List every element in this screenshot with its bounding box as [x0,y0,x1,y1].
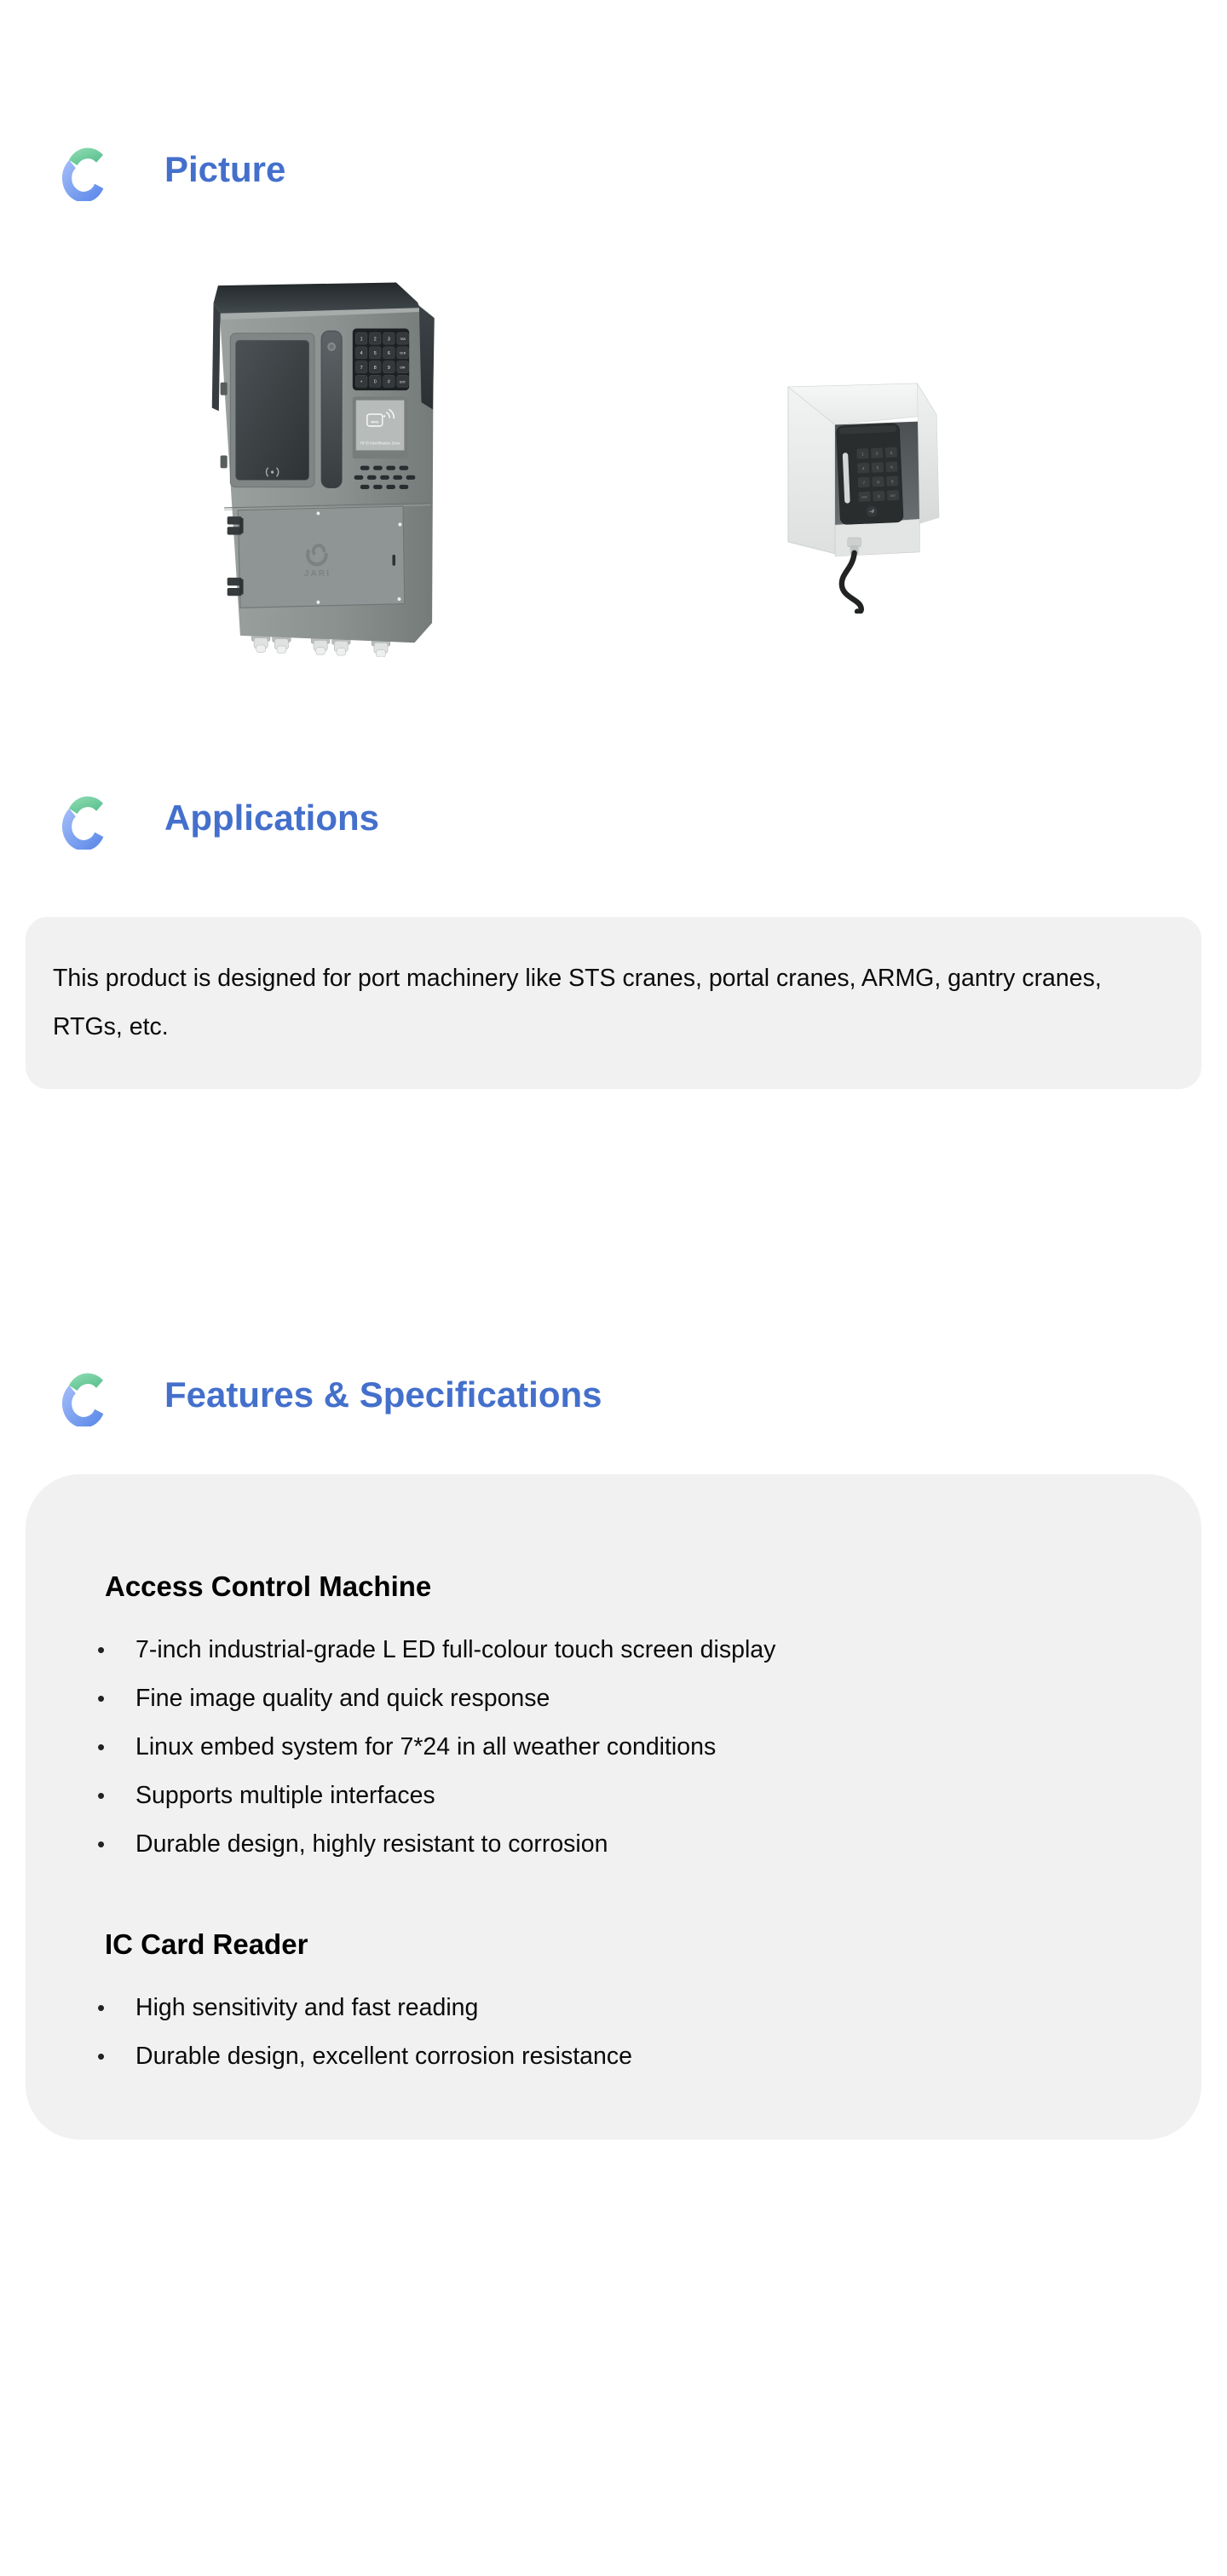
jari-logo-text: JARI [303,568,331,579]
section-applications [0,787,1227,1089]
svg-text:ENT: ENT [400,380,406,384]
power-cable [842,553,861,612]
reader-device [836,424,903,525]
svg-text:5: 5 [876,465,879,470]
feature-group-ic-card-reader [72,1928,1155,2081]
brand-c-icon [60,787,116,850]
svg-text:DIR: DIR [400,366,406,370]
feature-item: • High sensitivity and fast reading [72,1984,1155,2032]
svg-text:*: * [360,380,363,386]
features-header [60,1363,1227,1426]
svg-text:6: 6 [387,351,390,357]
sensor-lens-inner [329,344,333,349]
svg-text:4: 4 [861,466,865,471]
mount-tab [221,383,228,395]
applications-header [60,787,1227,850]
rfid-zone [353,397,408,459]
hood-right-face [917,383,939,523]
brand-c-icon [60,138,116,201]
applications-panel [26,917,1201,1089]
svg-text:1: 1 [861,452,864,457]
svg-text:2: 2 [875,451,878,456]
svg-text:4: 4 [360,351,363,357]
svg-text:#: # [387,379,390,385]
feature-group-heading: Access Control Machine [105,1570,432,1602]
picture-header [60,138,1227,201]
ic-card-reader-image [786,382,941,618]
ic-card-reader-drawing [786,382,941,614]
product-pictures-row [0,276,1227,657]
base-plate [835,519,919,556]
feature-item: • Fine image quality and quick response [72,1674,1155,1723]
section-title-applications: Applications [164,798,380,838]
svg-text:0: 0 [878,493,880,499]
keypad [353,328,409,390]
feature-group-heading: IC Card Reader [105,1928,308,1960]
access-control-machine-image [203,276,455,661]
svg-text:2: 2 [373,337,377,343]
features-panel [26,1474,1201,2140]
svg-text:CEN: CEN [399,351,406,355]
feature-group-access-control-machine [72,1570,1155,1869]
mount-tab [221,455,228,468]
feature-list [72,1626,1155,1869]
access-control-machine-drawing [203,276,455,657]
brand-c-icon [60,1363,116,1426]
svg-text:8: 8 [877,480,879,485]
feature-item: • Durable design, excellent corrosion resistance [72,2032,1155,2081]
svg-text:ENT: ENT [890,493,896,498]
card-slot-bar [321,331,342,487]
svg-text:6: 6 [890,464,893,470]
section-features [0,1363,1227,2140]
section-title-picture: Picture [164,149,286,189]
feature-item: • Durable design, highly resistant to corrosion [72,1820,1155,1869]
svg-text:ESC: ESC [861,495,867,499]
svg-text:8: 8 [373,365,377,371]
svg-text:7: 7 [862,480,866,486]
rain-hood-right-side [419,306,435,409]
rain-hood-left-side [212,303,221,412]
section-title-features: Features & Specifications [164,1374,602,1415]
svg-text:3: 3 [890,450,893,455]
svg-text:1: 1 [360,337,363,343]
svg-text:9: 9 [387,365,390,371]
svg-text:3: 3 [387,337,390,343]
rfid-zone-label: RFID Identification Zone [360,441,400,446]
svg-text:0: 0 [373,379,377,385]
svg-text:TAB: TAB [400,337,406,341]
feature-list [72,1984,1155,2081]
section-picture [0,0,1227,657]
svg-text:RFID: RFID [371,420,379,424]
feature-item: • 7-inch industrial-grade L ED full-colour touch screen display [72,1626,1155,1674]
svg-text:5: 5 [373,351,377,357]
svg-text:9: 9 [890,479,894,484]
feature-item: • Linux embed system for 7*24 in all weather conditions [72,1723,1155,1772]
svg-text:7: 7 [360,365,363,371]
feature-item: • Supports multiple interfaces [72,1772,1155,1820]
door-lock-slot [392,555,395,566]
applications-text: This product is designed for port machinery like STS cranes, portal cranes, ARMG, gantry cranes, RTGs, etc. [53,965,1102,1040]
service-door [228,506,405,608]
touch-screen [236,340,309,480]
